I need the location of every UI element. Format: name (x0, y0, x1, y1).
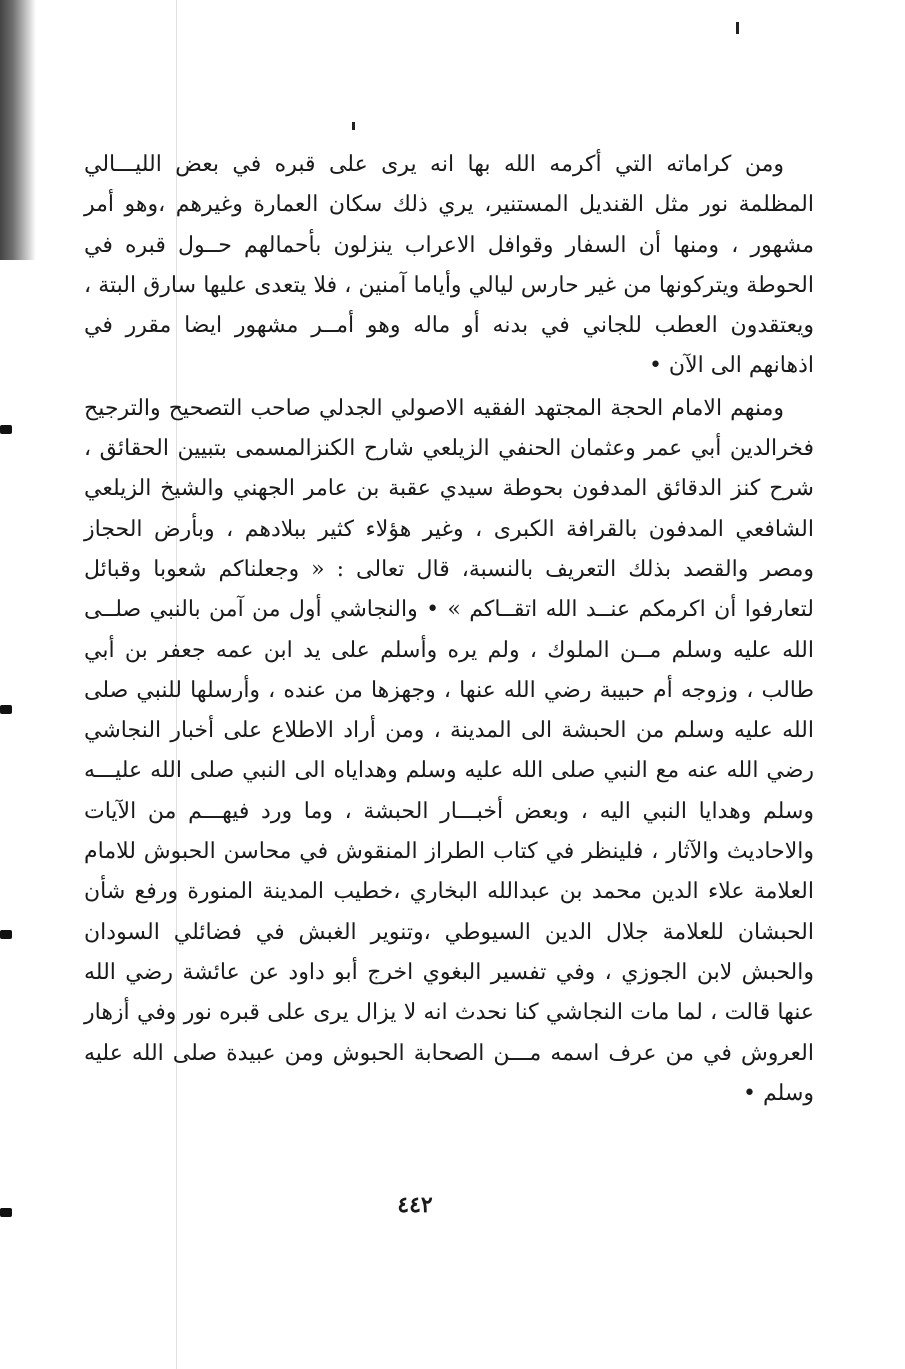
paragraph-karamat: ومن كراماته التي أكرمه الله بها انه يرى على قبره في بعض الليـــالي المظلمة نور مثل القنديل المستنير، يري ذلك سكان العمارة وغيرهم ،وهو أمر مشهور ، ومنها أن السفار وقوافل الاعراب ينزلون بأحمالهم حــول قبره في الحوطة ويتركونها من غير حارس ليالي وأياما آمنين ، فلا يتعدى عليها سارق البتة ، ويعتقدون العطب للجاني في بدنه أو ماله وهو أمــر مشهور ايضا مقرر في اذهانهم الى الآن • (84, 152, 814, 379)
ink-mark (736, 22, 739, 34)
binding-mark (0, 1208, 12, 1217)
binding-mark (0, 705, 12, 714)
paragraph-zaylai: ومنهم الامام الحجة المجتهد الفقيه الاصولي الجدلي صاحب التصحيح والترجيح فخرالدين أبي عمر وعثمان الحنفي الزيلعي شارح الكنزالمسمى بتبيين الحقائق ، شرح كنز الدقائق المدفون بحوطة سيدي عقبة بن عامر الجهني والشيخ الزيلعي الشافعي المدفون بالقرافة الكبرى ، وغير هؤلاء كثير ببلادهم ، وبأرض الحجاز ومصر والقصد بذلك التعريف بالنسبة، قال تعالى : « وجعلناكم شعوبا وقبائل لتعارفوا أن اكرمكم عنــد الله اتقــاكم » • والنجاشي أول من آمن بالنبي صلــى الله عليه وسلم مــن الملوك ، ولم يره وأسلم على يد ابن عمه جعفر بن أبي طالب ، وزوجه أم حبيبة رضي الله عنها ، وجهزها من عنده ، وأرسلها للنبي صلى الله عليه وسلم من الحبشة الى المدينة ، ومن أراد الاطلاع على أخبار النجاشي رضي الله عنه مع النبي صلى الله عليه وسلم وهداياه الى النبي صلى الله عليـــه وسلم وهدايا النبي اليه ، وبعض أخبـــار الحبشة ، وما ورد فيهـــم من الآيات والاحاديث والآثار ، فلينظر في كتاب الطراز المنقوش في محاسن الحبوش للامام العلامة علاء الدين محمد بن عبدالله البخاري ،خطيب المدينة المنورة ورفع شأن الحبشان للعلامة جلال الدين السيوطي ،وتنوير الغبش في فضائلي السودان والحبش لابن الجوزي ، وفي تفسير البغوي اخرج أبو داود عن عائشة رضي الله عنها قالت ، لما مات النجاشي كنا نحدث انه لا يزال يرى على قبره نور وفي أزهار العروش في من عرف اسمه مـــن الصحابة الحبوش ومن عبيدة صلى الله عليه وسلم • (84, 395, 814, 1106)
binding-mark (0, 930, 12, 939)
ink-mark (352, 122, 355, 130)
page-number: ٤٤٢ (397, 1192, 433, 1218)
binding-mark (0, 425, 12, 434)
body-text (84, 145, 814, 1114)
scan-shadow-edge (0, 0, 36, 260)
